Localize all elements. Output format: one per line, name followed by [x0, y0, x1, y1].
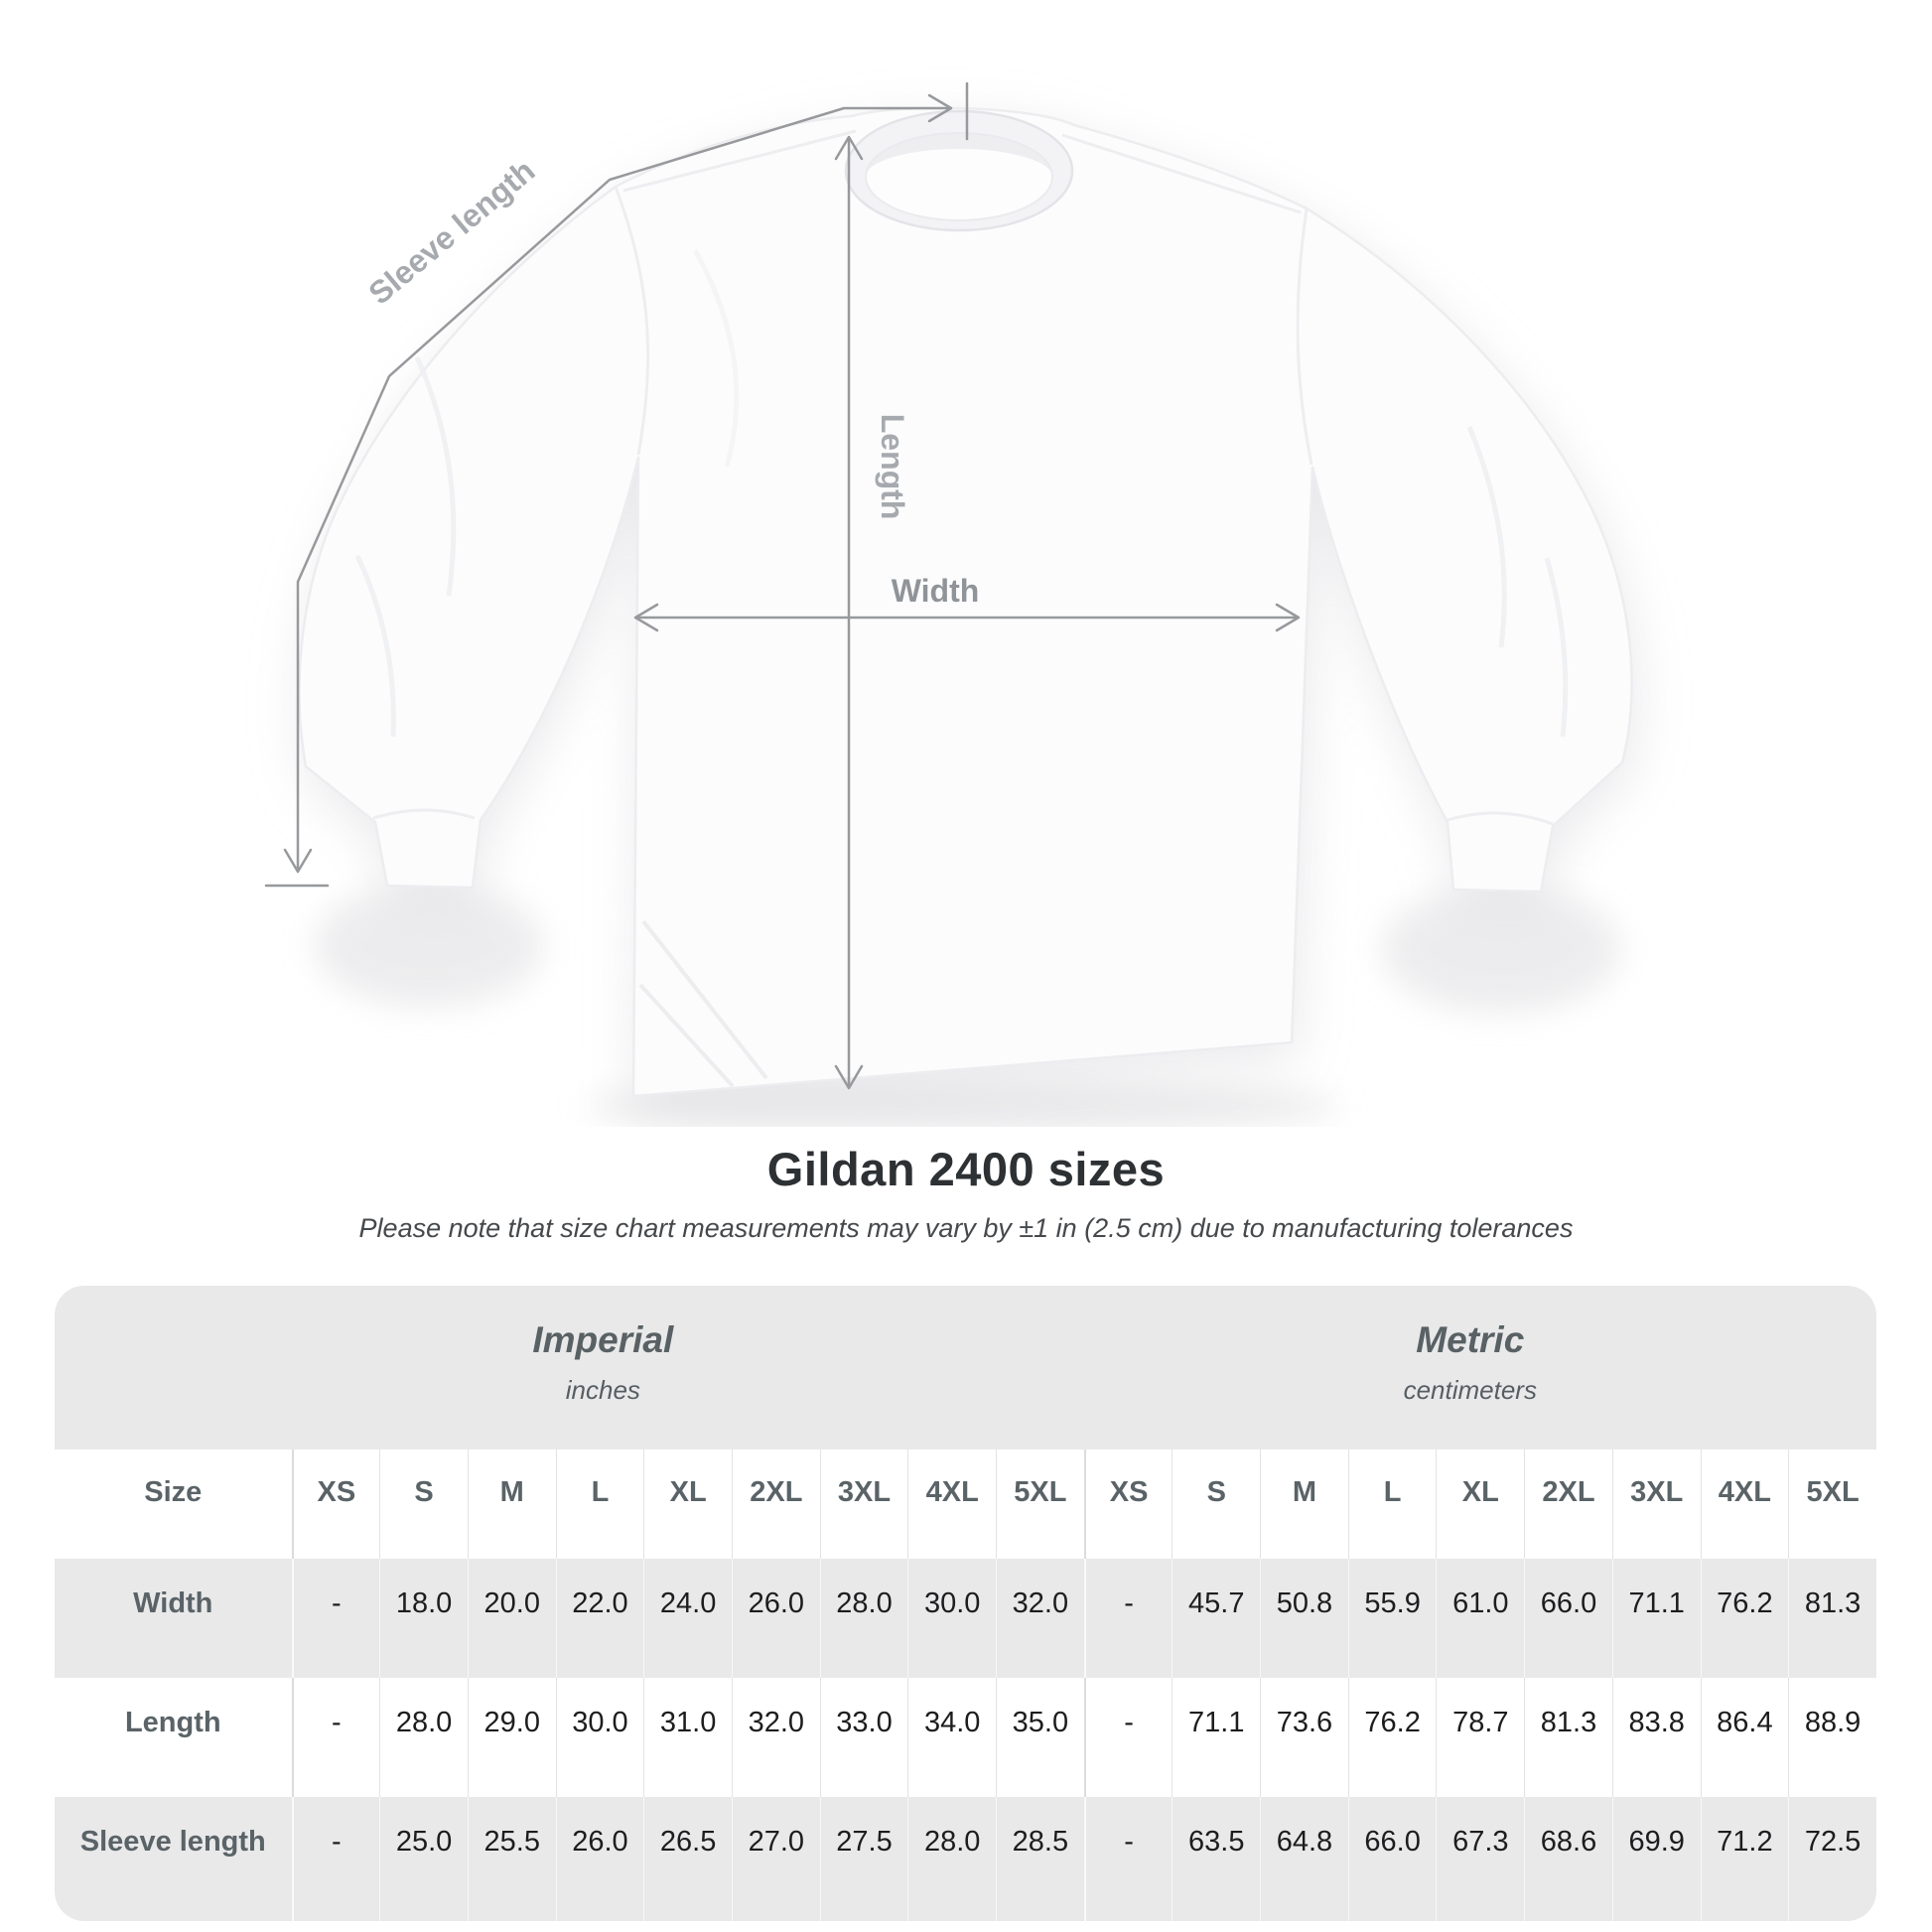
value-cell: 18.0	[379, 1559, 468, 1678]
imperial-unit: inches	[565, 1375, 640, 1405]
value-cell: 24.0	[643, 1559, 732, 1678]
table-row	[55, 1678, 1876, 1797]
value-cell: 83.8	[1612, 1678, 1701, 1797]
size-col-header: 4XL	[907, 1449, 996, 1559]
size-col-header: S	[379, 1449, 468, 1559]
imperial-label: Imperial	[532, 1319, 674, 1360]
value-cell: 26.5	[643, 1797, 732, 1921]
size-header-row	[55, 1449, 1876, 1559]
value-cell: 35.0	[996, 1678, 1084, 1797]
value-cell: 25.5	[468, 1797, 556, 1921]
value-cell: 71.1	[1612, 1559, 1701, 1678]
value-cell: 32.0	[996, 1559, 1084, 1678]
value-cell: 28.0	[379, 1678, 468, 1797]
page-subtitle: Please note that size chart measurements may vary by ±1 in (2.5 cm) due to manufacturing tolerances	[358, 1213, 1574, 1243]
value-cell: 20.0	[468, 1559, 556, 1678]
value-cell: 64.8	[1260, 1797, 1348, 1921]
unit-group-header	[55, 1286, 1876, 1449]
value-cell: 34.0	[907, 1678, 996, 1797]
size-col-header: 4XL	[1701, 1449, 1789, 1559]
value-cell: 22.0	[556, 1559, 644, 1678]
size-col-header: 2XL	[1524, 1449, 1612, 1559]
size-col-header: 5XL	[996, 1449, 1084, 1559]
value-cell: 72.5	[1788, 1797, 1876, 1921]
row-label: Width	[133, 1587, 213, 1619]
value-cell: -	[1084, 1678, 1173, 1797]
value-cell: 25.0	[379, 1797, 468, 1921]
value-cell: 66.0	[1348, 1797, 1437, 1921]
value-cell: 33.0	[820, 1678, 908, 1797]
value-cell: -	[1084, 1559, 1173, 1678]
size-col-header: S	[1172, 1449, 1260, 1559]
value-cell: 63.5	[1172, 1797, 1260, 1921]
value-cell: 27.5	[820, 1797, 908, 1921]
value-cell: 26.0	[732, 1559, 820, 1678]
size-col-header: XL	[1436, 1449, 1524, 1559]
value-cell: 50.8	[1260, 1559, 1348, 1678]
value-cell: 76.2	[1348, 1678, 1437, 1797]
value-cell: 71.2	[1701, 1797, 1789, 1921]
size-col-header: 2XL	[732, 1449, 820, 1559]
value-cell: 31.0	[643, 1678, 732, 1797]
row-label: Length	[124, 1707, 221, 1738]
size-col-header: L	[1348, 1449, 1437, 1559]
value-cell: 86.4	[1701, 1678, 1789, 1797]
sleeve-length-label: Sleeve length	[361, 152, 542, 312]
value-cell: 76.2	[1701, 1559, 1789, 1678]
size-header-label: Size	[144, 1476, 203, 1508]
value-cell: -	[292, 1559, 380, 1678]
value-cell: 30.0	[556, 1678, 644, 1797]
value-cell: 32.0	[732, 1678, 820, 1797]
value-cell: 67.3	[1436, 1797, 1524, 1921]
size-col-header: XS	[1084, 1449, 1173, 1559]
value-cell: 81.3	[1524, 1678, 1612, 1797]
value-cell: 66.0	[1524, 1559, 1612, 1678]
size-table	[55, 1286, 1876, 1921]
value-cell: 88.9	[1788, 1678, 1876, 1797]
value-cell: 29.0	[468, 1678, 556, 1797]
metric-unit: centimeters	[1403, 1375, 1537, 1405]
size-col-header: XL	[643, 1449, 732, 1559]
size-col-header: M	[1260, 1449, 1348, 1559]
value-cell: 81.3	[1788, 1559, 1876, 1678]
value-cell: 73.6	[1260, 1678, 1348, 1797]
value-cell: 68.6	[1524, 1797, 1612, 1921]
value-cell: 71.1	[1172, 1678, 1260, 1797]
value-cell: 61.0	[1436, 1559, 1524, 1678]
value-cell: 26.0	[556, 1797, 644, 1921]
value-cell: -	[292, 1678, 380, 1797]
value-cell: -	[292, 1797, 380, 1921]
table-body	[55, 1559, 1876, 1921]
metric-label: Metric	[1416, 1319, 1525, 1360]
value-cell: 55.9	[1348, 1559, 1437, 1678]
value-cell: 30.0	[907, 1559, 996, 1678]
size-col-header: XS	[292, 1449, 380, 1559]
value-cell: 27.0	[732, 1797, 820, 1921]
value-cell: 28.5	[996, 1797, 1084, 1921]
table-row	[55, 1797, 1876, 1921]
size-col-header: 3XL	[1612, 1449, 1701, 1559]
width-label: Width	[891, 573, 980, 609]
value-cell: 45.7	[1172, 1559, 1260, 1678]
size-col-header: L	[556, 1449, 644, 1559]
table-row	[55, 1559, 1876, 1678]
size-col-header: 3XL	[820, 1449, 908, 1559]
value-cell: 28.0	[907, 1797, 996, 1921]
value-cell: 78.7	[1436, 1678, 1524, 1797]
imperial-group	[532, 1319, 673, 1406]
value-cell: -	[1084, 1797, 1173, 1921]
length-label: Length	[875, 413, 910, 520]
value-cell: 28.0	[820, 1559, 908, 1678]
page-title: Gildan 2400 sizes	[766, 1143, 1166, 1195]
metric-group	[1404, 1319, 1537, 1406]
size-col-header: M	[468, 1449, 556, 1559]
row-label: Sleeve length	[79, 1826, 266, 1858]
size-col-header: 5XL	[1788, 1449, 1876, 1559]
collar	[846, 111, 1072, 230]
value-cell: 69.9	[1612, 1797, 1701, 1921]
